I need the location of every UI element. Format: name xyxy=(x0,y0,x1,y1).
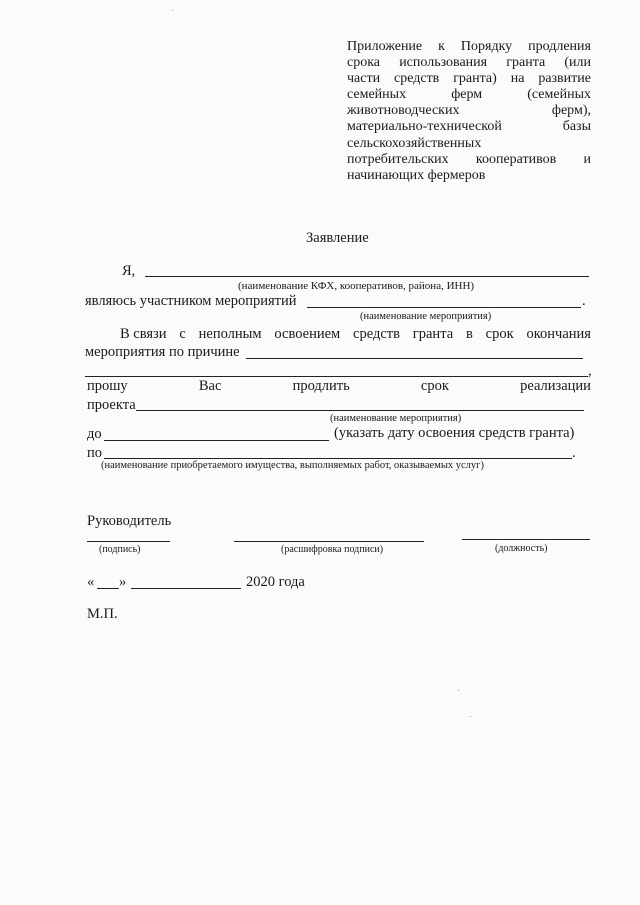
dot-2: . xyxy=(572,445,576,461)
goods-caption: (наименование приобретаемого имущества, выполняемых работ, оказываемых услуг) xyxy=(101,460,484,471)
until-label: до xyxy=(87,426,102,442)
annex-line: срока использования гранта (или xyxy=(347,55,591,71)
annex-line: материально-технической базы xyxy=(347,119,591,135)
open-quote: « xyxy=(87,574,95,590)
event-line xyxy=(307,307,581,308)
ya-label: Я, xyxy=(122,263,136,279)
applicant-caption: (наименование КФХ, кооперативов, района, ИНН) xyxy=(238,280,475,292)
annex-line: семейных ферм (семейных xyxy=(347,87,591,103)
annex-line: части средств гранта) на развитие xyxy=(347,71,591,87)
participant-label: являюсь участником мероприятий xyxy=(85,293,297,309)
signature-line xyxy=(87,541,170,542)
decode-line xyxy=(234,541,424,542)
stamp-label: М.П. xyxy=(87,606,118,622)
project-caption: (наименование мероприятия) xyxy=(330,413,462,424)
applicant-line xyxy=(145,276,589,277)
document-title: Заявление xyxy=(306,230,369,246)
close-quote: » xyxy=(119,574,127,590)
year-text: 2020 года xyxy=(246,574,305,590)
until-hint: (указать дату освоения средств гранта) xyxy=(334,425,575,441)
comma: , xyxy=(588,363,592,379)
reason-line-2 xyxy=(85,376,588,377)
request-line: прошу Вас продлить срок реализации xyxy=(87,378,591,394)
reason-label: мероприятия по причине xyxy=(85,344,240,360)
scan-speck xyxy=(470,716,471,717)
scan-speck xyxy=(458,690,459,691)
day-line xyxy=(97,588,119,589)
annex-line: потребительских кооперативов и xyxy=(347,151,591,167)
date-line xyxy=(104,440,329,441)
goods-line xyxy=(104,458,572,459)
by-label: по xyxy=(87,445,103,461)
annex-line: животноводческих ферм), xyxy=(347,103,591,119)
reason-paragraph-line: В связи с неполным освоением средств гранта в срок окончания xyxy=(120,326,591,342)
project-line xyxy=(136,410,584,411)
annex-line: начинающих фермеров xyxy=(347,167,486,183)
annex-header xyxy=(347,39,591,184)
scan-speck xyxy=(172,10,173,11)
event-caption: (наименование мероприятия) xyxy=(360,311,492,322)
head-label: Руководитель xyxy=(87,513,172,529)
dot: . xyxy=(582,293,586,309)
reason-line xyxy=(246,358,583,359)
decode-caption: (расшифровка подписи) xyxy=(281,544,384,555)
position-caption: (должность) xyxy=(495,543,548,554)
month-line xyxy=(131,588,241,589)
annex-line: сельскохозяйственных xyxy=(347,135,482,151)
project-label: проекта xyxy=(87,397,136,413)
position-line xyxy=(462,539,590,540)
annex-line: Приложение к Порядку продления xyxy=(347,39,591,54)
signature-caption: (подпись) xyxy=(99,544,141,555)
